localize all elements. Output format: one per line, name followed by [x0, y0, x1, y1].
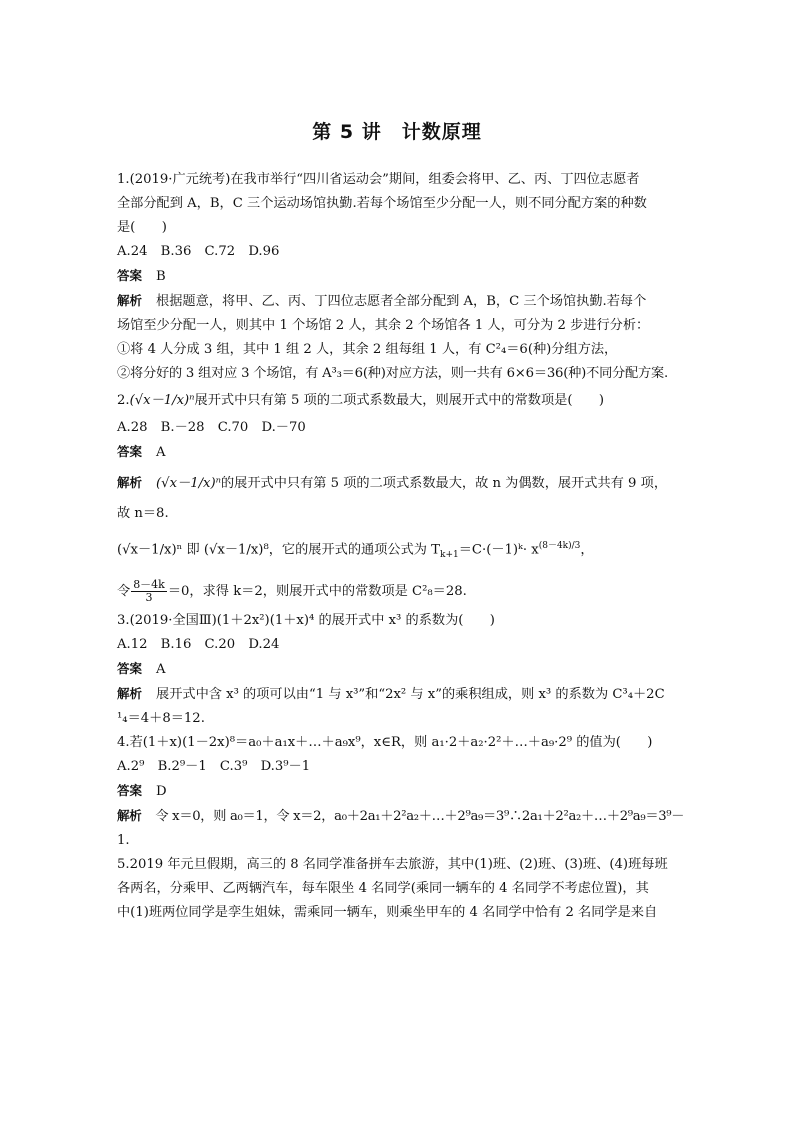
q3-options: A.12 B.16 C.20 D.24	[117, 637, 280, 653]
q4-options: A.2⁹ B.2⁹－1 C.3⁹ D.3⁹－1	[117, 759, 311, 775]
q2-exponent: (8－4k)/3	[538, 541, 581, 551]
q2-number: 2.	[117, 393, 130, 408]
q1-analysis-line-4: ②将分好的 3 组对应 3 个场馆，有 A³₃＝6(种)对应方法，则一共有 6×6＝36(种)不同分配方案.	[117, 366, 668, 381]
q4-answer-line	[117, 779, 679, 804]
q3-answer-line	[117, 657, 679, 682]
answer-label: 答案	[117, 783, 143, 799]
q2-analysis-line-3	[117, 526, 679, 575]
question-4	[117, 731, 685, 853]
q1-answer-line	[117, 264, 679, 289]
q1-stem-line-3: 是( )	[117, 220, 167, 235]
q3-stem: 3.(2019·全国Ⅲ)(1＋2x²)(1＋x)⁴ 的展开式中 x³ 的系数为( )	[117, 613, 495, 629]
q2-analysis-line-4	[117, 575, 679, 609]
q4-analysis-line-2: 1.	[117, 833, 130, 849]
q5-stem-line-1: 5.2019 年元旦假期，高三的 8 名同学准备拼车去旅游，其中(1)班、(2)班、(3)班、(4)班每班	[117, 857, 668, 873]
analysis-label: 解析	[117, 293, 143, 308]
q1-analysis-text-1: 根据题意，将甲、乙、丙、丁四位志愿者全部分配到 A，B，C 三个场馆执勤.若每个	[156, 294, 647, 309]
q2-options: A.28 B.－28 C.70 D.－70	[117, 420, 306, 435]
q2-stem	[117, 386, 679, 416]
q1-analysis-line-3: ①将 4 人分成 3 组，其中 1 组 2 人，其余 2 组每组 1 人，有 C²₄＝6(种)分组方法，	[117, 342, 618, 357]
q4-answer: D	[156, 784, 167, 800]
q2-subscript: k+1	[439, 550, 459, 561]
fraction-denominator: 3	[145, 591, 153, 605]
q5-stem-line-2: 各两名，分乘甲、乙两辆汽车，每车限坐 4 名同学(乘同一辆车的 4 名同学不考虑位置)，其	[117, 881, 649, 897]
page-title: 第 5 讲 计数原理	[312, 121, 482, 143]
q2-answer-line	[117, 440, 679, 465]
q2-sign-term: ·(－1)ᵏ· x	[482, 542, 539, 558]
q2-stem-text: 展开式中只有第 5 项的二项式系数最大，则展开式中的常数项是( )	[194, 393, 605, 408]
q3-analysis-line-2: ¹₄＝4＋8＝12.	[117, 711, 205, 727]
q4-stem: 4.若(1＋x)(1－2x)⁸＝a₀＋a₁x＋…＋a₉x⁹，x∈R，则 a₁·2＋a₂·2²＋…＋a₉·2⁹ 的值为( )	[117, 735, 653, 751]
question-3	[117, 609, 679, 731]
q4-analysis-line-1	[117, 804, 685, 829]
q3-analysis-text-1: 展开式中含 x³ 的项可以由“1 与 x³”和“2x² 与 x”的乘积组成，则 x³ 的系数为 C³₄＋2C	[156, 687, 665, 703]
q2-binomial-c: ＝C	[458, 542, 482, 558]
question-1	[117, 168, 679, 386]
analysis-label: 解析	[117, 686, 143, 702]
q2-answer: A	[156, 445, 166, 460]
analysis-label: 解析	[117, 808, 142, 824]
fraction-numerator: 8－4k	[133, 578, 165, 592]
q2-analysis-line-2: 故 n＝8.	[117, 506, 169, 521]
q2-binomial-expr: (√x－1/x)ⁿ	[129, 393, 195, 408]
answer-label: 答案	[117, 268, 143, 283]
q1-options: A.24 B.36 C.72 D.96	[117, 244, 280, 259]
q2-let-text: 令	[117, 584, 131, 600]
q3-analysis-line-1	[117, 682, 679, 707]
document-body	[117, 168, 685, 925]
q2-analysis-line-1	[117, 465, 679, 502]
q2-result-text: ＝0，求得 k＝2，则展开式中的常数项是 C²₈＝28.	[167, 584, 467, 600]
q1-answer: B	[156, 269, 166, 284]
analysis-label: 解析	[117, 475, 143, 490]
q4-analysis-text-1: 令 x＝0，则 a₀＝1，令 x＝2，a₀＋2a₁＋2²a₂＋…＋2⁹a₉＝3⁹∴2a₁＋2²a₂＋…＋2⁹a₉＝3⁹－	[155, 809, 685, 825]
question-5	[117, 853, 679, 925]
q2-comma: ，	[580, 542, 594, 558]
q1-analysis-line-2: 场馆至少分配一人，则其中 1 个场馆 2 人，其余 2 个场馆各 1 人，可分为 2 步进行分析：	[117, 318, 650, 333]
q5-stem-line-3: 中(1)班两位同学是孪生姐妹，需乘同一辆车，则乘坐甲车的 4 名同学中恰有 2 名同学是来自	[117, 905, 658, 921]
q1-stem-line-1: 1.(2019·广元统考)在我市举行“四川省运动会”期间，组委会将甲、乙、丙、丁四位志愿者	[117, 172, 640, 187]
q3-answer: A	[156, 662, 166, 678]
q2-analysis-text-1: 的展开式中只有第 5 项的二项式系数最大，故 n 为偶数，展开式共有 9 项，	[220, 476, 668, 491]
q2-analysis-expr: (√x－1/x)ⁿ	[156, 476, 221, 491]
q2-general-term-text: (√x－1/x)ⁿ 即 (√x－1/x)⁸，它的展开式的通项公式为 T	[117, 542, 440, 558]
q2-fraction	[131, 579, 167, 604]
q1-stem-line-2: 全部分配到 A，B，C 三个运动场馆执勤.若每个场馆至少分配一人，则不同分配方案的种数	[117, 196, 647, 211]
answer-label: 答案	[117, 661, 143, 677]
answer-label: 答案	[117, 444, 143, 459]
q1-analysis-line-1	[117, 289, 679, 314]
question-2	[117, 386, 679, 609]
